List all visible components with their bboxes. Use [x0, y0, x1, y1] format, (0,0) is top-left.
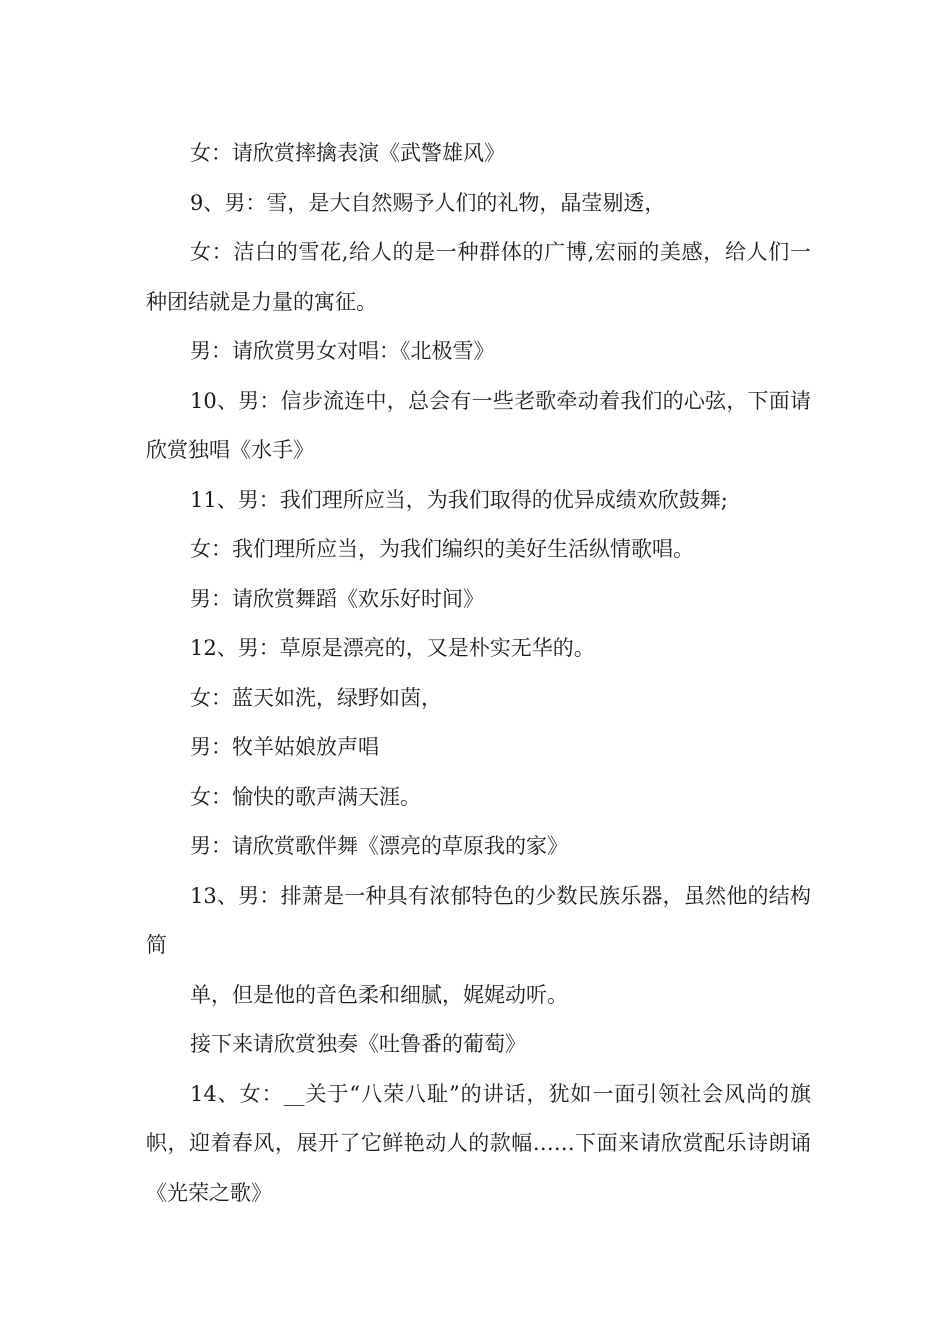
paragraph: 9、男：雪，是大自然赐予人们的礼物，晶莹剔透，: [190, 190, 666, 215]
paragraph: 10、男：信步流连中，总会有一些老歌牵动着我们的心弦，下面请欣赏独唱《水手》: [146, 388, 811, 462]
paragraph: 12、男：草原是漂亮的，又是朴实无华的。: [190, 636, 595, 660]
paragraph: 女：我们理所应当，为我们编织的美好生活纵情歌唱。: [190, 537, 694, 561]
paragraph: 14、女：__关于“八荣八耻”的讲话，犹如一面引领社会风尚的旗帜，迎着春风，展开了它鲜艳动人的款幅……下面来请欣赏配乐诗朗诵《光荣之歌》: [146, 1081, 811, 1205]
document-body: [146, 129, 811, 1218]
paragraph: 女：请欣赏摔擒表演《武警雄风》: [190, 141, 505, 165]
paragraph: 接下来请欣赏独奏《吐鲁番的葡萄》: [190, 1032, 526, 1056]
paragraph: 单，但是他的音色柔和细腻，娓娓动听。: [190, 982, 568, 1007]
paragraph: 11、男：我们理所应当，为我们取得的优异成绩欢欣鼓舞;: [190, 487, 728, 512]
paragraph: 男：请欣赏舞蹈《欢乐好时间》: [190, 586, 484, 611]
paragraph: 女：愉快的歌声满天涯。: [190, 784, 421, 809]
paragraph: 女：蓝天如洗，绿野如茵，: [190, 685, 442, 710]
paragraph: 男：请欣赏男女对唱：《北极雪》: [190, 339, 495, 363]
paragraph: 女：洁白的雪花,给人的是一种群体的广博,宏丽的美感，给人们一种团结就是力量的寓征。: [146, 240, 811, 314]
paragraph: 男：请欣赏歌伴舞《漂亮的草原我的家》: [190, 834, 568, 858]
paragraph: 13、男：排萧是一种具有浓郁特色的少数民族乐器，虽然他的结构简: [146, 883, 811, 957]
paragraph: 男：牧羊姑娘放声唱: [190, 735, 379, 759]
